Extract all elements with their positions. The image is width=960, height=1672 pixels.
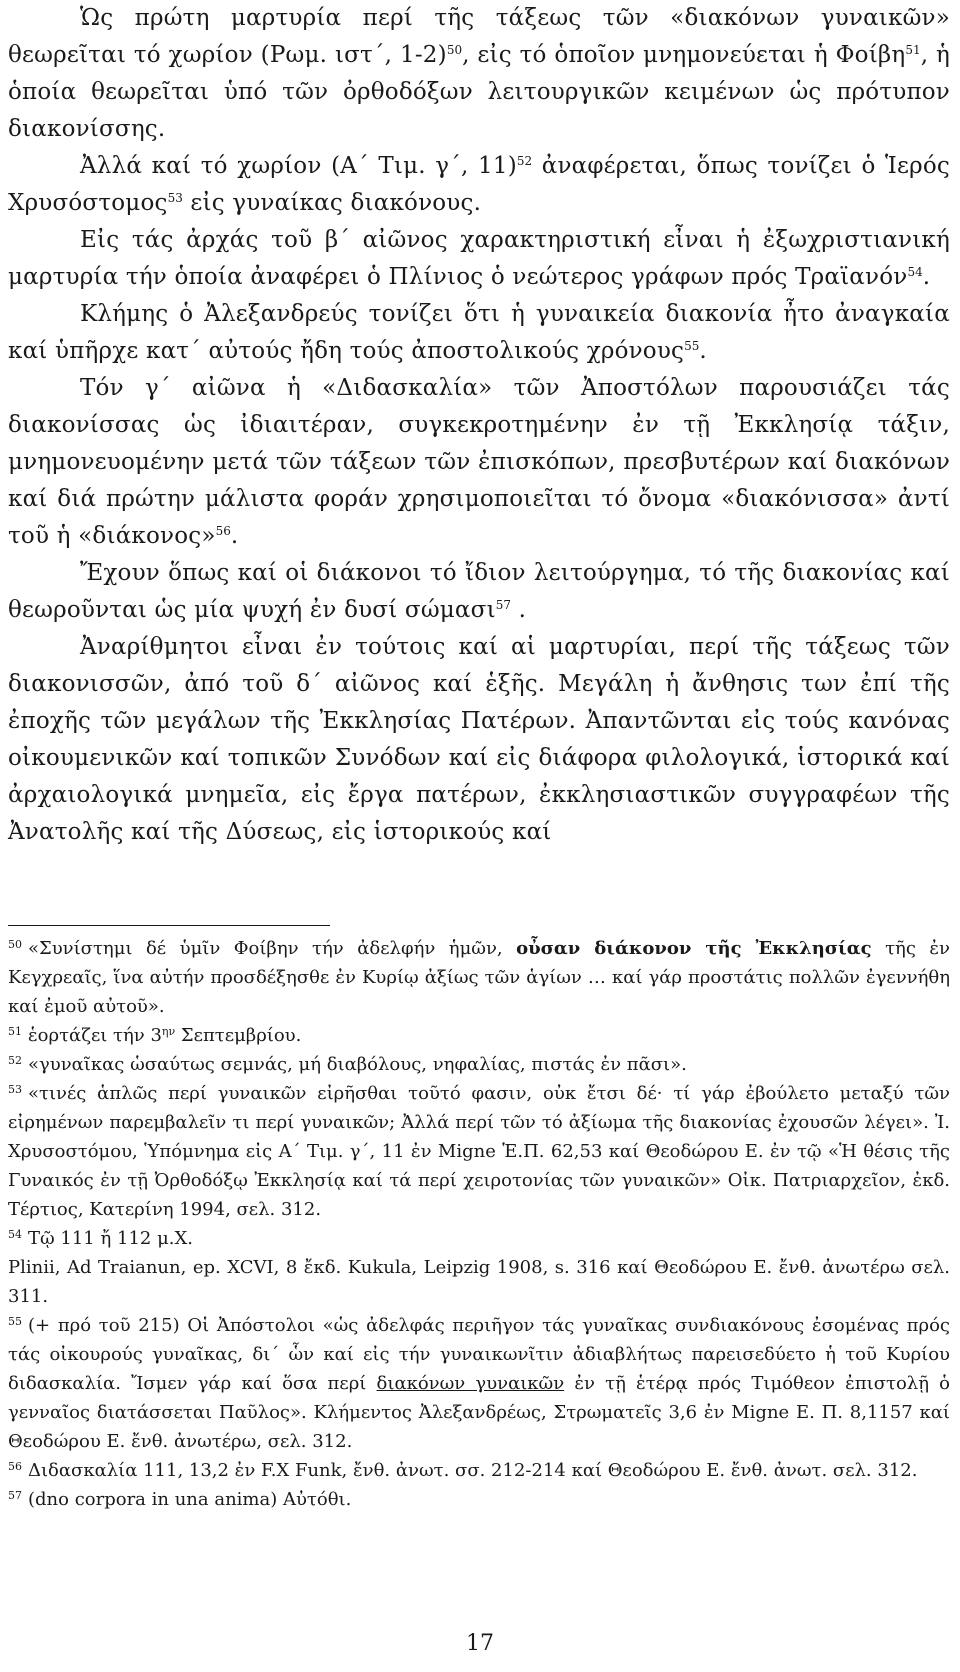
footnote-ref-55[interactable]: 55	[684, 339, 700, 353]
footnote-50: $^{50}$ «Συνίστημι δέ ὑμῖν Φοίβην τήν ἀδελφήν ἡμῶν, οὖσαν διάκονον τῆς Ἐκκλησίας τῆς ἐν Κεγχρεαῖς, ἵνα αὐτήν προσδέξησθε ἐν Κυρίῳ ἀξίως τῶν ἁγίων … καί γάρ προστάτις πολλῶν ἐγεννήθη καί ἐμοῦ αὐτοῦ».	[8, 938, 951, 1017]
footnote-number: 51	[8, 1025, 22, 1038]
paragraph-4: Κλήμης ὁ Ἀλεξανδρεύς τονίζει ὅτι ἡ γυναικεία διακονία ἦτο ἀναγκαία καί ὑπῆρχε κατ΄ αὐτούς ἤδη τούς ἀποστολικούς χρόνους$^{55}$.	[8, 301, 950, 364]
paragraph-2: Ἀλλά καί τό χωρίον (Α΄ Τιμ. γ΄, 11)$^{52}$ ἀναφέρεται, ὅπως τονίζει ὁ Ἱερός Χρυσόστομος$^{53}$ εἰς γυναίκας διακόνους.	[8, 153, 951, 216]
footnote-number: 57	[8, 1489, 22, 1502]
footnote-55: $^{55}$ (+ πρό τοῦ 215) Οἱ Ἀπόστολοι «ὡς ἀδελφάς περιῆγον τάς γυναῖκας συνδιακόνους ἐσομένας πρός τάς οἰκουρούς γυναῖκας, δι΄ ὧν καί εἰς τήν γυναικωνῖτιν ἀδιαβλήτως παρεισεδύετο ἡ τοῦ Κυρίου διδασκαλία. Ἴσμεν γάρ καί ὅσα περί διακόνων γυναικῶν ἐν τῇ ἑτέρᾳ πρός Τιμόθεον ἐπιστολῇ ὁ γενναῖος διατάσσεται Παῦλος». Κλήμεντος Ἀλεξανδρέως, Στρωματεῖς 3,6 ἐν Migne Ε. Π. 8,1157 καί Θεοδώρου Ε. ἔνθ. ἀνωτέρω, σελ. 312.	[8, 1315, 950, 1452]
paragraph-3: Εἰς τάς ἀρχάς τοῦ β΄ αἰῶνος χαρακτηριστική εἶναι ἡ ἐξωχριστιανική μαρτυρία τήν ὁποία ἀναφέρει ὁ Πλίνιος ὁ νεώτερος γράφων πρός Τραϊανόν$^{54}$.	[8, 227, 950, 290]
footnote-number: 53	[8, 1083, 22, 1096]
footnote-ref-54[interactable]: 54	[907, 265, 923, 279]
footnote-number: 50	[8, 938, 22, 951]
footnote-ref-53[interactable]: 53	[167, 191, 183, 205]
paragraph-7: Ἀναρίθμητοι εἶναι ἐν τούτοις καί αἱ μαρτυρίαι, περί τῆς τάξεως τῶν διακονισσῶν, ἀπό τοῦ δ΄ αἰῶνος καί ἑξῆς. Μεγάλη ἡ ἄνθησις των ἐπί τῆς ἐποχῆς τῶν μεγάλων τῆς Ἐκκλησίας Πατέρων. Ἀπαντῶνται εἰς τούς κανόνας οἰκουμενικῶν καί τοπικῶν Συνόδων καί εἰς διάφορα φιλολογικά, ἱστορικά καί ἀρχαιολογικά μνημεῖα, εἰς ἔργα πατέρων, ἐκκλησιαστικῶν συγγραφέων τῆς Ἀνατολῆς καί τῆς Δύσεως, εἰς ἱστορικούς καί	[8, 634, 950, 845]
footnote-number: 52	[8, 1054, 22, 1067]
footnote-ref-51[interactable]: 51	[905, 43, 921, 57]
footnote-51: $^{51}$ ἑορτάζει τήν $3^{\eta\nu}$ Σεπτεμβρίου.	[8, 1025, 302, 1046]
page-number: 17	[466, 1631, 494, 1656]
footnote-57: $^{57}$ (dno corpora in una anima) Αὐτόθι.	[8, 1489, 352, 1510]
footnote-number: 54	[8, 1228, 22, 1241]
footnotes	[8, 934, 950, 1514]
ordinal-suffix: ην	[161, 1025, 176, 1038]
footnote-53: $^{53}$ «τινές ἁπλῶς περί γυναικῶν εἰρῆσθαι τοῦτό φασιν, οὐκ ἔτσι δέ· τί γάρ ἐβούλετο μεταξύ τῶν εἰρημένων παρεμβαλεῖν τι περί γυναικῶν; Ἀλλά περί τῶν τό ἀξίωμα τῆς διακονίας ἐχουσῶν λέγει». Ἰ. Χρυσοστόμου, Ὑπόμνημα εἰς Α΄ Τιμ. γ΄, 11 ἐν Migne Ἑ.Π. 62,53 καί Θεοδώρου Ε. ἐν τῷ «Ἡ θέσις τῆς Γυναικός ἐν τῇ Ὀρθοδόξῳ Ἐκκλησίᾳ καί τά περί χειροτονίας τῶν γυναικῶν» Οἰκ. Πατριαρχεῖον, ἐκδ. Τέρτιος, Κατερίνη 1994, σελ. 312.	[8, 1083, 950, 1220]
bold-quote: οὖσαν διάκονον τῆς Ἐκκλησίας	[516, 938, 872, 959]
footnote-ref-50[interactable]: 50	[446, 43, 463, 57]
footnote-54-continuation: Plinii, Ad Traianun, ep. XCVI, 8 ἔκδ. Kukula, Leipzig 1908, s. 316 καί Θεοδώρου Ε. ἔνθ. ἀνωτέρω σελ. 311.	[8, 1257, 950, 1307]
footnote-separator	[8, 925, 330, 926]
paragraph-1: Ὡς πρώτη μαρτυρία περί τῆς τάξεως τῶν «διακόνων γυναικῶν» θεωρεῖται τό χωρίον (Ρωμ. ιστ΄, 1-2)$^{50}$, εἰς τό ὁποῖον μνημονεύεται ἡ Φοίβη$^{51}$, ἡ ὁποία θεωρεῖται ὑπό τῶν ὀρθοδόξων λειτουργικῶν κειμένων ὡς πρότυπον διακονίσσης.	[8, 5, 950, 142]
footnote-54: $^{54}$ Τῷ 111 ἤ 112 μ.Χ.	[8, 1228, 194, 1249]
footnote-56: $^{56}$ Διδασκαλία 111, 13,2 ἐν F.X Funk, ἔνθ. ἀνωτ. σσ. 212-214 καί Θεοδώρου Ε. ἔνθ. ἀνωτ. σελ. 312.	[8, 1460, 918, 1481]
footnote-52: $^{52}$ «γυναῖκας ὡσαύτως σεμνάς, μή διαβόλους, νηφαλίας, πιστάς ἐν πᾶσι».	[8, 1054, 687, 1075]
paragraph-5: Τόν γ΄ αἰῶνα ἡ «Διδασκαλία» τῶν Ἀποστόλων παρουσιάζει τάς διακονίσσας ὡς ἰδιαιτέραν, συγκεκροτημένην ἐν τῇ Ἐκκλησίᾳ τάξιν, μνημονευομένην μετά τῶν τάξεων τῶν ἐπισκόπων, πρεσβυτέρων καί διακόνων καί διά πρώτην μάλιστα φοράν χρησιμοποιεῖται τό ὄνομα «διακόνισσα» ἀντί τοῦ ἡ «διάκονος»$^{56}$.	[8, 375, 950, 549]
paragraph-6: Ἔχουν ὅπως καί οἱ διάκονοι τό ἴδιον λειτούργημα, τό τῆς διακονίας καί θεωροῦνται ὡς μία ψυχή ἐν δυσί σώμασι$^{57}$ .	[8, 560, 950, 623]
footnote-number: 56	[8, 1460, 22, 1473]
footnote-ref-56[interactable]: 56	[215, 524, 231, 538]
main-text	[8, 0, 950, 851]
underlined-phrase: διακόνων γυναικῶν	[376, 1373, 565, 1394]
footnote-ref-57[interactable]: 57	[495, 598, 512, 612]
footnote-ref-52[interactable]: 52	[516, 154, 533, 168]
footnote-number: 55	[8, 1315, 22, 1328]
